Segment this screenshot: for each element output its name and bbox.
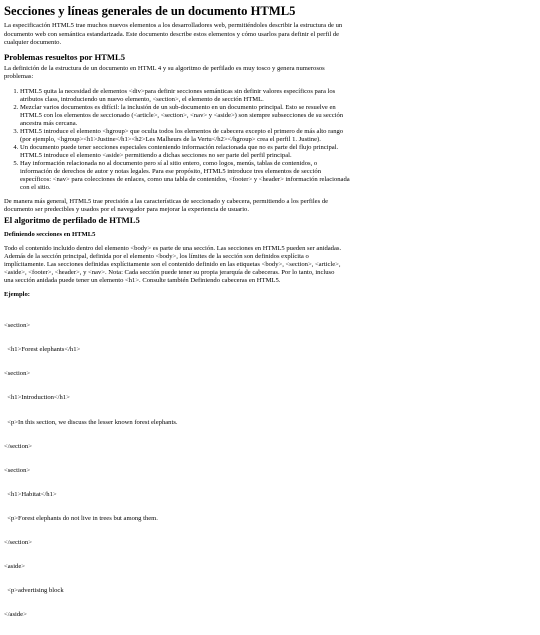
- code-line: <h1>Forest elephants</h1>: [4, 346, 81, 354]
- section-heading-algorithm: El algoritmo de perfilado de HTML5: [4, 214, 140, 225]
- problems-lead-paragraph: La definición de la estructura de un documento en HTML 4 y su algoritmo de perfilado es muy tosco y genera numerosos problemas:: [4, 65, 325, 81]
- list-item: 5. Hay información relacionada no al documento pero sí al sitio entero, como logos, menús, tablas de contenidos, o información de derechos de autor y notas legales. Para ese propósito, HTML5 introduce tres elementos de sección específicos: <nav> para colecciones de enlaces, como una tabla de contenidos, <footer> y <header> información relacionada con el sitio.: [20, 160, 350, 192]
- code-line: </section>: [4, 538, 32, 546]
- code-line: <p>Forest elephants do not live in trees but among them.: [4, 514, 158, 522]
- list-item: 1. HTML5 quita la necesidad de elementos <div>para definir secciones semánticas sin definir valores específicos para los atributos class, introduciendo un nuevo elemento, <section>, el elemento de sección HTML.: [20, 88, 350, 104]
- code-line: <section>: [4, 370, 31, 378]
- problems-closing-paragraph: De manera más general, HTML5 trae precisión a las características de seccionado y cabecera, permitiendo a los perfiles de documento ser predecibles y usados por el navegador para mejorar la experiencia de usuario.: [4, 197, 329, 213]
- code-line: <aside>: [4, 563, 25, 571]
- intro-paragraph: La especificación HTML5 trae muchos nuevos elementos a los desarrolladores web, permitiéndoles describir la estructura de un documento web con semántica estandarizada. Este documento describe estos elementos y cómo usarlos para definir el perfil de cualquier documento.: [4, 22, 343, 46]
- code-line: <h1>Introduction</h1>: [4, 394, 70, 402]
- example-label: Ejemplo:: [4, 291, 31, 299]
- list-item: 4. Un documento puede tener secciones especiales conteniendo información relacionada que no es parte del flujo principal. HTML5 introduce el elemento <aside> permitiendo a dichas secciones no ser parte del perfil principal.: [20, 144, 350, 160]
- code-line: </aside>: [4, 611, 27, 619]
- code-line: <h1>Habitat</h1>: [4, 490, 57, 498]
- list-item: 3. HTML5 introduce el elemento <hgroup> que oculta todos los elementos de cabecera excepto el primero de más alto rango (por ejemplo, <hgroup><h1>Justine</h1><h2>Les Malheurs de la Vertu</h2></hgroup> crea el perfil 1. Justine).: [20, 128, 350, 144]
- page-title: Secciones y líneas generales de un documento HTML5: [4, 4, 296, 18]
- defining-sections-paragraph: Todo el contenido incluido dentro del elemento <body> es parte de una sección. Las secciones en HTML5 pueden ser anidadas. Además de la sección principal, definida por el elemento <body>, los límites de la sección son definidos explícita o implícitamente. Las secciones definidas explícitamente son el contenido definido en las etiquetas <body>, <section>, <article>, <aside>, <footer>, <header>, y <nav>. Nota: Cada sección puede tener su propia jerarquía de cabeceras. Por lo tanto, incluso una sección anidada puede tener un elemento <h1>. Consulte también Definiendo cabeceras en HTML5.: [4, 244, 342, 284]
- section-heading-problems: Problemas resueltos por HTML5: [4, 51, 126, 62]
- example-code-block: [4, 306, 536, 635]
- code-line: <p>advertising block: [4, 587, 64, 595]
- list-item: 2. Mezclar varios documentos es difícil: la inclusión de un sub-documento en un documento principal. Esto se resuelve en HTML5 con los elementos de seccionado (<article>, <section>, <nav> y <aside>) son siempre subsecciones de su sección ancestra más cercana.: [20, 104, 350, 128]
- code-line: <section>: [4, 466, 31, 474]
- problems-list: [4, 88, 350, 192]
- code-line: </section>: [4, 442, 32, 450]
- subsection-heading-defining-sections: Definiendo secciones en HTML5: [4, 230, 96, 238]
- code-line: <section>: [4, 322, 31, 330]
- code-line: <p>In this section, we discuss the lesser known forest elephants.: [4, 418, 178, 426]
